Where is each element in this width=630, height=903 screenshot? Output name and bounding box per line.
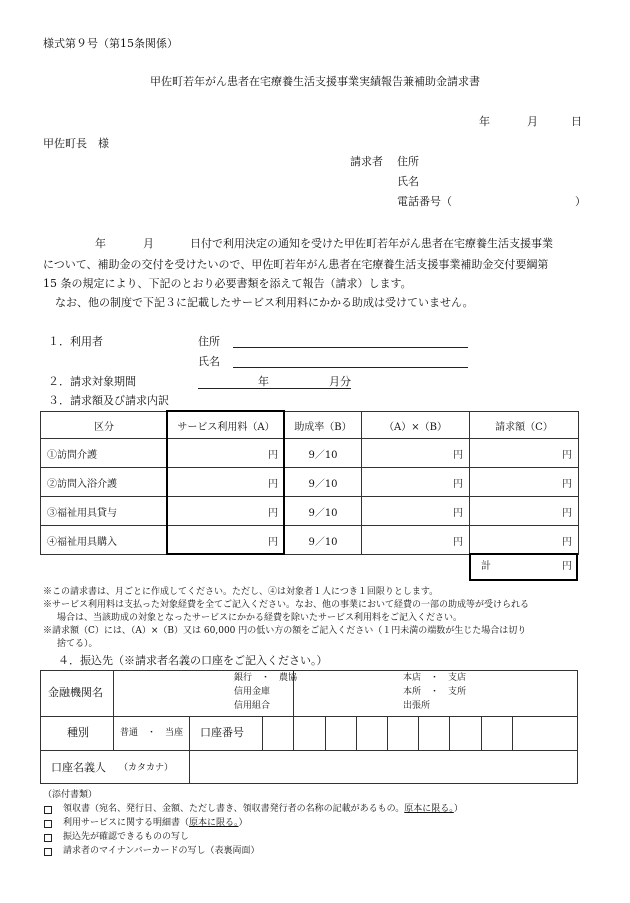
attachment-item-4: 請求者のマイナンバーカードの写し（表裏両面） xyxy=(63,846,260,856)
attachment-item-3: 振込先が確認できるものの写し xyxy=(63,832,190,842)
product-cell[interactable]: 円 xyxy=(362,497,470,526)
period-line[interactable] xyxy=(198,388,351,389)
checkbox-mynumber[interactable] xyxy=(44,848,52,856)
claim-table-header xyxy=(41,412,579,439)
account-kind-options[interactable]: 普通 ・ 当座 xyxy=(120,728,184,738)
attachment-item-2: 利用サービスに関する明細書（原本に限る。） xyxy=(63,818,248,828)
note-1: ※この請求書は、月ごとに作成してください。ただし、④は対象者１人につき１回限りとします。 xyxy=(43,587,439,597)
body-month: 月 xyxy=(143,237,154,250)
addressee: 甲佐町長 様 xyxy=(43,137,109,150)
attachments-heading: （添付書類） xyxy=(43,790,98,800)
checkbox-statement[interactable] xyxy=(44,820,52,828)
row-category: ④福祉用具購入 xyxy=(41,526,168,555)
attachment-item-1: 領収書（宛名、発行日、金額、ただし書き、領収書発行者の名称の記載があるもの。原本に限る。） xyxy=(63,804,463,814)
checkbox-receipt[interactable] xyxy=(44,806,52,814)
user-name-line[interactable] xyxy=(233,367,468,368)
body-line3: 15 条の規定により、下記のとおり必要書類を添えて報告（請求）します。 xyxy=(43,277,412,290)
note-2: ※サービス利用料は支払った対象経費を全てご記入ください。なお、他の事業において経費の一部の助成等が受けられる xyxy=(43,600,530,610)
user-name-label: 氏名 xyxy=(198,355,220,368)
date-month: 月 xyxy=(527,115,538,128)
table-row xyxy=(41,439,579,468)
product-cell[interactable]: 円 xyxy=(362,468,470,497)
rate-cell: 9／10 xyxy=(285,439,362,468)
section2-label: ２．請求対象期間 xyxy=(48,375,136,388)
applicant-address-label: 住所 xyxy=(397,155,419,168)
section1-label: １．利用者 xyxy=(48,335,103,348)
form-number: 様式第９号（第15条関係） xyxy=(43,37,178,50)
form-title: 甲佐町若年がん患者在宅療養生活支援事業実績報告兼補助金請求書 xyxy=(150,75,480,88)
applicant-phone-close: ） xyxy=(575,195,586,208)
checkbox-bank-proof[interactable] xyxy=(44,834,52,842)
branch-type-3[interactable]: 出張所 xyxy=(403,701,431,711)
period-year: 年 xyxy=(258,375,269,388)
header-claim: 請求額（C） xyxy=(470,412,579,439)
fee-cell[interactable]: 円 xyxy=(168,497,285,526)
bank-type-3[interactable]: 信用組合 xyxy=(234,701,271,711)
body-line1: 日付で利用決定の通知を受けた甲佐町若年がん患者在宅療養生活支援事業 xyxy=(190,237,553,250)
applicant-phone-label: 電話番号（ xyxy=(397,195,452,208)
header-fee: サービス利用料（A） xyxy=(168,412,285,439)
body-year: 年 xyxy=(95,237,106,250)
account-holder-hint: （カタカナ） xyxy=(119,763,174,773)
claim-table xyxy=(40,411,579,555)
section3-label: ３．請求額及び請求内訳 xyxy=(48,394,169,407)
body-line4: なお、他の制度で下記３に記載したサービス利用料にかかる助成は受けていません。 xyxy=(55,296,474,309)
bank-type-2[interactable]: 信用金庫 xyxy=(234,687,271,697)
bank-institution-label: 金融機関名 xyxy=(48,686,103,699)
product-cell[interactable]: 円 xyxy=(362,439,470,468)
row-category: ①訪問介護 xyxy=(41,439,168,468)
rate-cell: 9／10 xyxy=(285,497,362,526)
header-rate: 助成率（B） xyxy=(285,412,362,439)
account-number-label: 口座番号 xyxy=(200,726,244,739)
claim-cell[interactable]: 円 xyxy=(470,497,579,526)
fee-cell[interactable]: 円 xyxy=(168,468,285,497)
period-month: 月分 xyxy=(329,375,351,388)
fee-cell[interactable]: 円 xyxy=(168,526,285,555)
section4-label: ４．振込先（※請求者名義の口座をご記入ください。） xyxy=(58,654,328,667)
fee-column-frame xyxy=(166,410,285,555)
rate-cell: 9／10 xyxy=(285,468,362,497)
claim-cell[interactable]: 円 xyxy=(470,526,579,555)
header-category: 区分 xyxy=(41,412,168,439)
account-kind-label: 種別 xyxy=(67,726,89,739)
total-unit: 円 xyxy=(562,561,572,572)
table-row xyxy=(41,497,579,526)
date-year: 年 xyxy=(479,115,490,128)
user-address-line[interactable] xyxy=(233,347,468,348)
rate-cell: 9／10 xyxy=(285,526,362,555)
total-label: 計 xyxy=(481,561,491,572)
note-3: ※請求額（C）には、（A）×（B）又は 60,000 円の低い方の額をご記入ください（１円未満の端数が生じた場合は切り xyxy=(43,626,527,636)
applicant-label: 請求者 xyxy=(350,155,383,168)
body-line2: について、補助金の交付を受けたいので、甲佐町若年がん患者在宅療養生活支援事業補助金交付要綱第 xyxy=(43,258,549,271)
product-cell[interactable]: 円 xyxy=(362,526,470,555)
note-3-cont: 捨てる）。 xyxy=(57,639,98,649)
table-row xyxy=(41,468,579,497)
row-category: ③福祉用具貸与 xyxy=(41,497,168,526)
branch-type-1[interactable]: 本店 ・ 支店 xyxy=(403,673,467,683)
fee-cell[interactable]: 円 xyxy=(168,439,285,468)
table-row xyxy=(41,526,579,555)
header-product: （A）×（B） xyxy=(362,412,470,439)
date-day: 日 xyxy=(571,115,582,128)
account-holder-label: 口座名義人 xyxy=(51,761,106,774)
bank-type-1[interactable]: 銀行 ・ 農協 xyxy=(234,673,298,683)
claim-cell[interactable]: 円 xyxy=(470,468,579,497)
row-category: ②訪問入浴介護 xyxy=(41,468,168,497)
note-2-cont: 場合は、当該助成の対象となったサービスにかかる経費を除いたサービス利用料をご記入ください。 xyxy=(57,613,463,623)
claim-cell[interactable]: 円 xyxy=(470,439,579,468)
branch-type-2[interactable]: 本所 ・ 支所 xyxy=(403,687,467,697)
user-address-label: 住所 xyxy=(198,335,220,348)
applicant-name-label: 氏名 xyxy=(397,175,419,188)
